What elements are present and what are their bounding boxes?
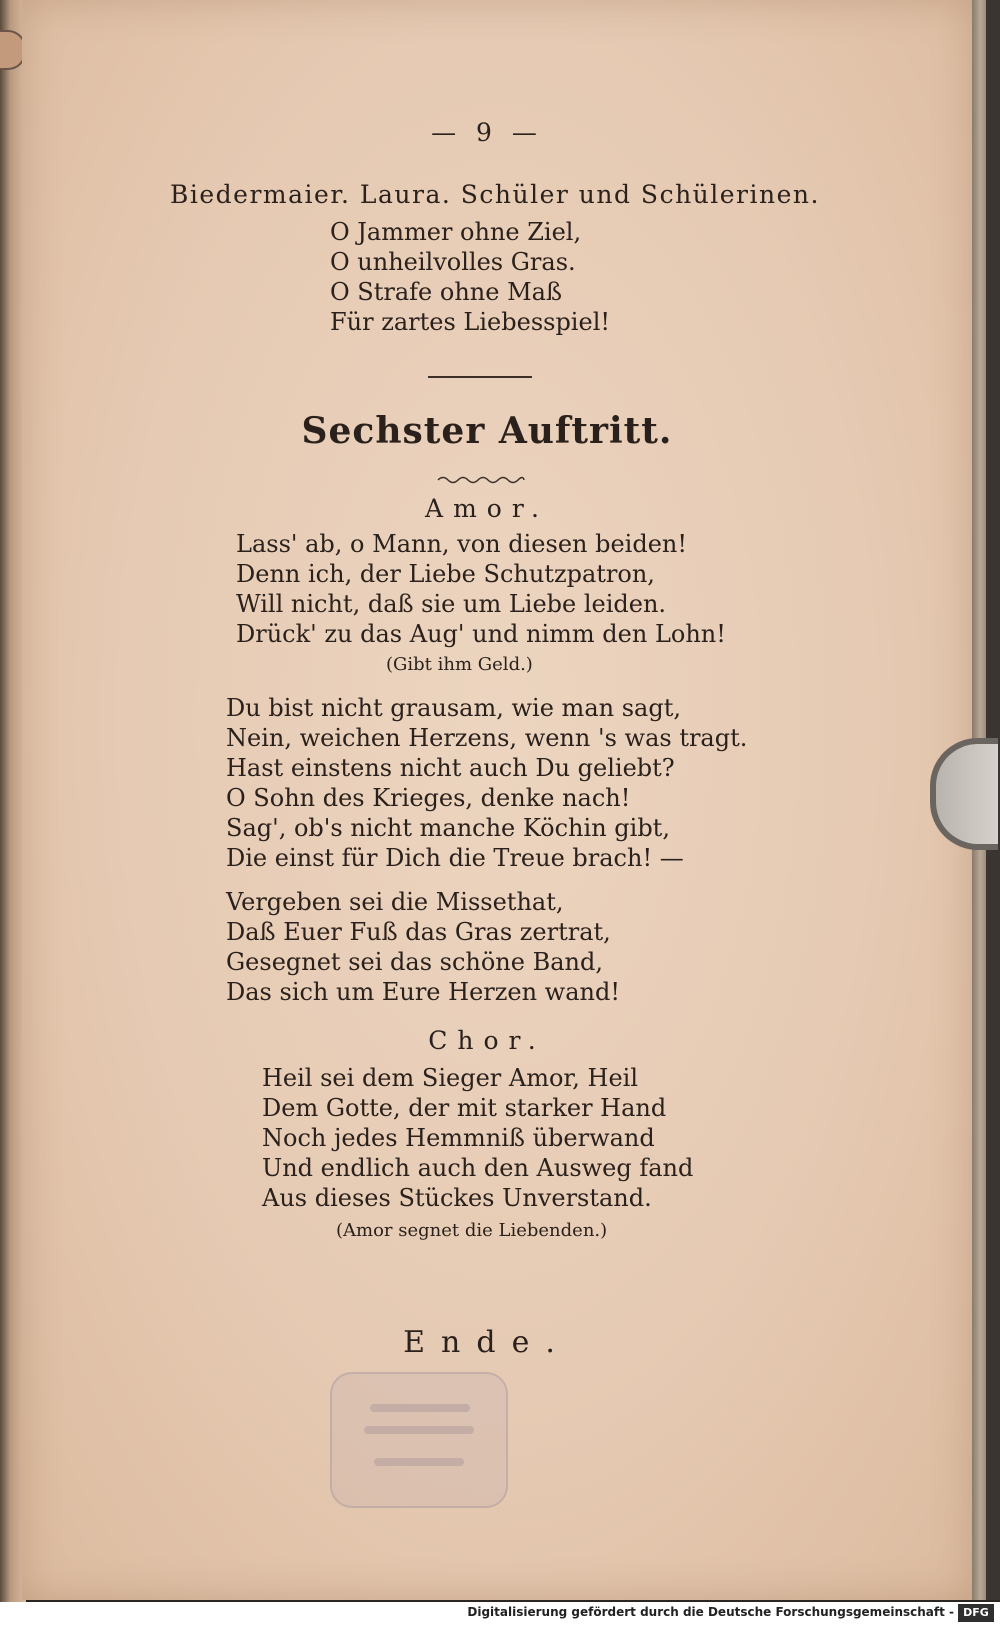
- verse-line: O Strafe ohne Maß: [330, 278, 562, 306]
- verse-line: Die einst für Dich die Treue brach! —: [226, 844, 684, 872]
- verse-line: Aus dieses Stückes Unverstand.: [262, 1184, 652, 1212]
- verse-line: Vergeben sei die Missethat,: [226, 888, 564, 916]
- verse-line: Sag', ob's nicht manche Köchin gibt,: [226, 814, 670, 842]
- verse-line: O Jammer ohne Ziel,: [330, 218, 582, 246]
- verse-line: Denn ich, der Liebe Schutzpatron,: [236, 560, 655, 588]
- verse-line: Nein, weichen Herzens, wenn 's was tragt.: [226, 724, 748, 752]
- verse-line: Hast einstens nicht auch Du geliebt?: [226, 754, 675, 782]
- verse-line: Daß Euer Fuß das Gras zertrat,: [226, 918, 611, 946]
- wave-ornament: [436, 474, 526, 486]
- speaker-chor: Chor.: [428, 1026, 546, 1055]
- verse-line: Noch jedes Hemmniß überwand: [262, 1124, 655, 1152]
- verse-line: Und endlich auch den Ausweg fand: [262, 1154, 694, 1182]
- verse-line: Dem Gotte, der mit starker Hand: [262, 1094, 667, 1122]
- verse-line: Gesegnet sei das schöne Band,: [226, 948, 603, 976]
- verse-line: O unheilvolles Gras.: [330, 248, 576, 276]
- digitization-credit: Digitalisierung gefördert durch die Deutsche Forschungsgemeinschaft -: [467, 1605, 954, 1619]
- verse-line: O Sohn des Krieges, denke nach!: [226, 784, 631, 812]
- section-divider: [428, 376, 532, 378]
- ende-label: Ende.: [403, 1325, 571, 1360]
- scene-heading: Sechster Auftritt.: [301, 410, 673, 452]
- dfg-logo: DFG: [958, 1604, 994, 1622]
- speakers-line: Biedermaier. Laura. Schüler und Schülerinen.: [170, 180, 820, 209]
- stage-direction: (Amor segnet die Liebenden.): [336, 1220, 608, 1241]
- verse-line: Lass' ab, o Mann, von diesen beiden!: [236, 530, 688, 558]
- page-number: — 9 —: [431, 118, 543, 147]
- verse-line: Für zartes Liebesspiel!: [330, 308, 611, 336]
- stage-direction: (Gibt ihm Geld.): [386, 654, 533, 675]
- speaker-amor: Amor.: [425, 494, 549, 523]
- library-stamp: [330, 1372, 508, 1508]
- verse-line: Das sich um Eure Herzen wand!: [226, 978, 620, 1006]
- verse-line: Heil sei dem Sieger Amor, Heil: [262, 1064, 638, 1092]
- verse-line: Will nicht, daß sie um Liebe leiden.: [236, 590, 667, 618]
- verse-line: Drück' zu das Aug' und nimm den Lohn!: [236, 620, 726, 648]
- verse-line: Du bist nicht grausam, wie man sagt,: [226, 694, 681, 722]
